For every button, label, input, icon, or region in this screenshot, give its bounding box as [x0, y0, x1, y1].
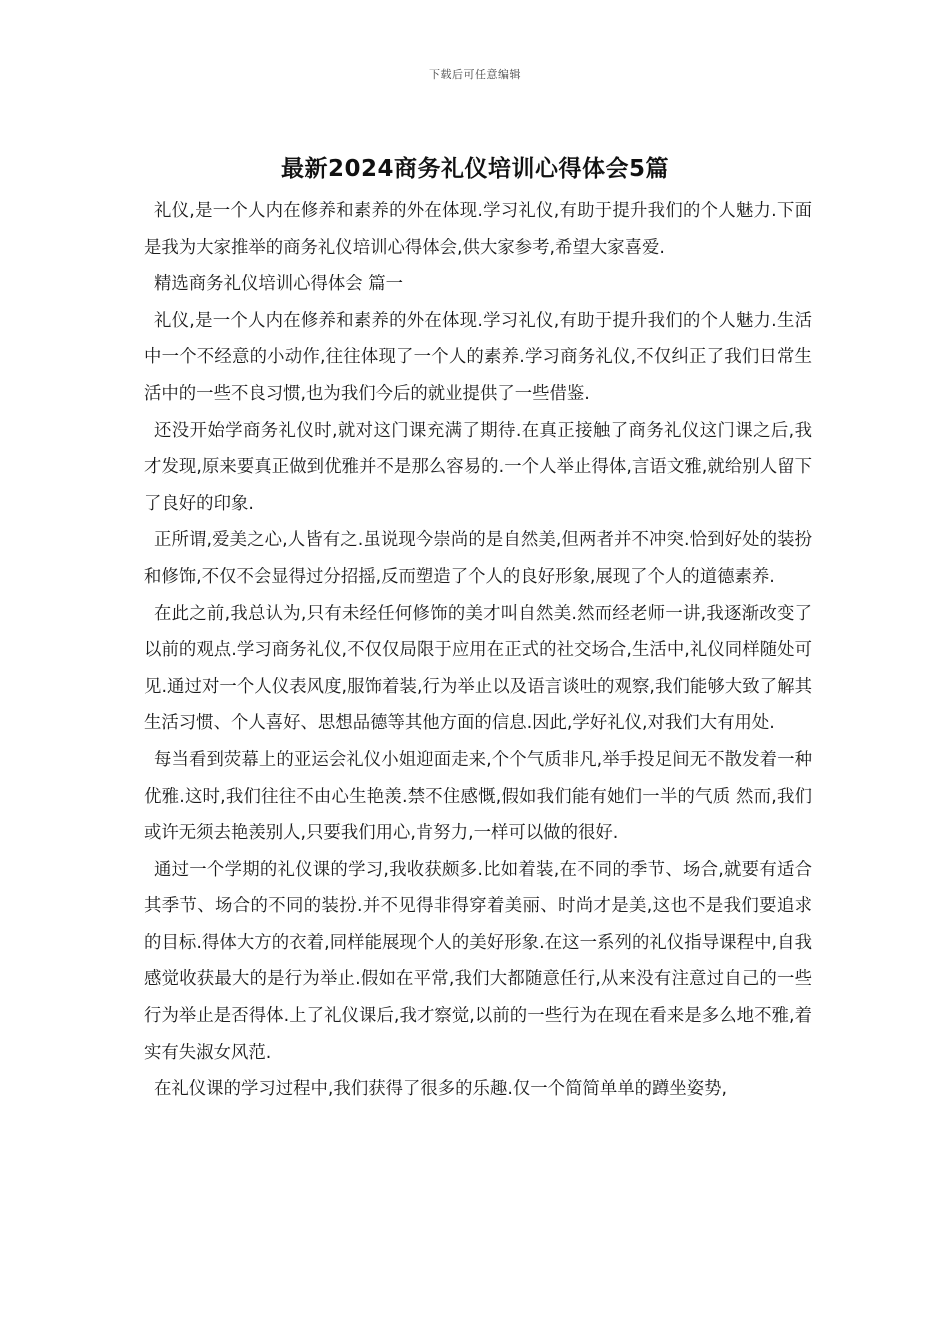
paragraph: 礼仪,是一个人内在修养和素养的外在体现.学习礼仪,有助于提升我们的个人魅力.生活中一个不经意的小动作,往往体现了一个人的素养.学习商务礼仪,不仅纠正了我们日常生活中的一些不良习惯,也为我们今后的就业提供了一些借鉴. [144, 310, 812, 404]
paragraph: 在此之前,我总认为,只有未经任何修饰的美才叫自然美.然而经老师一讲,我逐渐改变了以前的观点.学习商务礼仪,不仅仅局限于应用在正式的社交场合,生活中,礼仪同样随处可见.通过对一个人仪表风度,服饰着装,行为举止以及语言谈吐的观察,我们能够大致了解其生活习惯、个人喜好、思想品德等其他方面的信息.因此,学好礼仪,对我们大有用处. [144, 603, 812, 734]
paragraph: 正所谓,爱美之心,人皆有之.虽说现今崇尚的是自然美,但两者并不冲突.恰到好处的装扮和修饰,不仅不会显得过分招摇,反而塑造了个人的良好形象,展现了个人的道德素养. [144, 530, 812, 587]
document-body [144, 193, 812, 1108]
section-heading: 精选商务礼仪培训心得体会 篇一 [154, 274, 403, 295]
paragraph: 在礼仪课的学习过程中,我们获得了很多的乐趣.仅一个简简单单的蹲坐姿势, [154, 1079, 728, 1100]
paragraph: 还没开始学商务礼仪时,就对这门课充满了期待.在真正接触了商务礼仪这门课之后,我才发现,原来要真正做到优雅并不是那么容易的.一个人举止得体,言语文雅,就给别人留下了良好的印象. [144, 420, 812, 514]
paragraph: 每当看到荧幕上的亚运会礼仪小姐迎面走来,个个气质非凡,举手投足间无不散发着一种优雅.这时,我们往往不由心生艳羡.禁不住感慨,假如我们能有她们一半的气质 然而,我们或许无须去艳羡别人,只要我们用心,肯努力,一样可以做的很好. [144, 749, 812, 844]
paragraph: 通过一个学期的礼仪课的学习,我收获颇多.比如着装,在不同的季节、场合,就要有适合其季节、场合的不同的装扮.并不见得非得穿着美丽、时尚才是美,这也不是我们要追求的目标.得体大方的衣着,同样能展现个人的美好形象.在这一系列的礼仪指导课程中,自我感觉收获最大的是行为举止.假如在平常,我们大都随意任行,从来没有注意过自己的一些行为举止是否得体.上了礼仪课后,我才察觉,以前的一些行为在现在看来是多么地不雅,着实有失淑女风范. [144, 859, 812, 1063]
paragraph-intro: 礼仪,是一个人内在修养和素养的外在体现.学习礼仪,有助于提升我们的个人魅力.下面是我为大家推举的商务礼仪培训心得体会,供大家参考,希望大家喜爱. [144, 201, 812, 258]
document-title: 最新2024商务礼仪培训心得体会5篇 [280, 156, 670, 182]
header-note: 下载后可任意编辑 [429, 68, 521, 81]
